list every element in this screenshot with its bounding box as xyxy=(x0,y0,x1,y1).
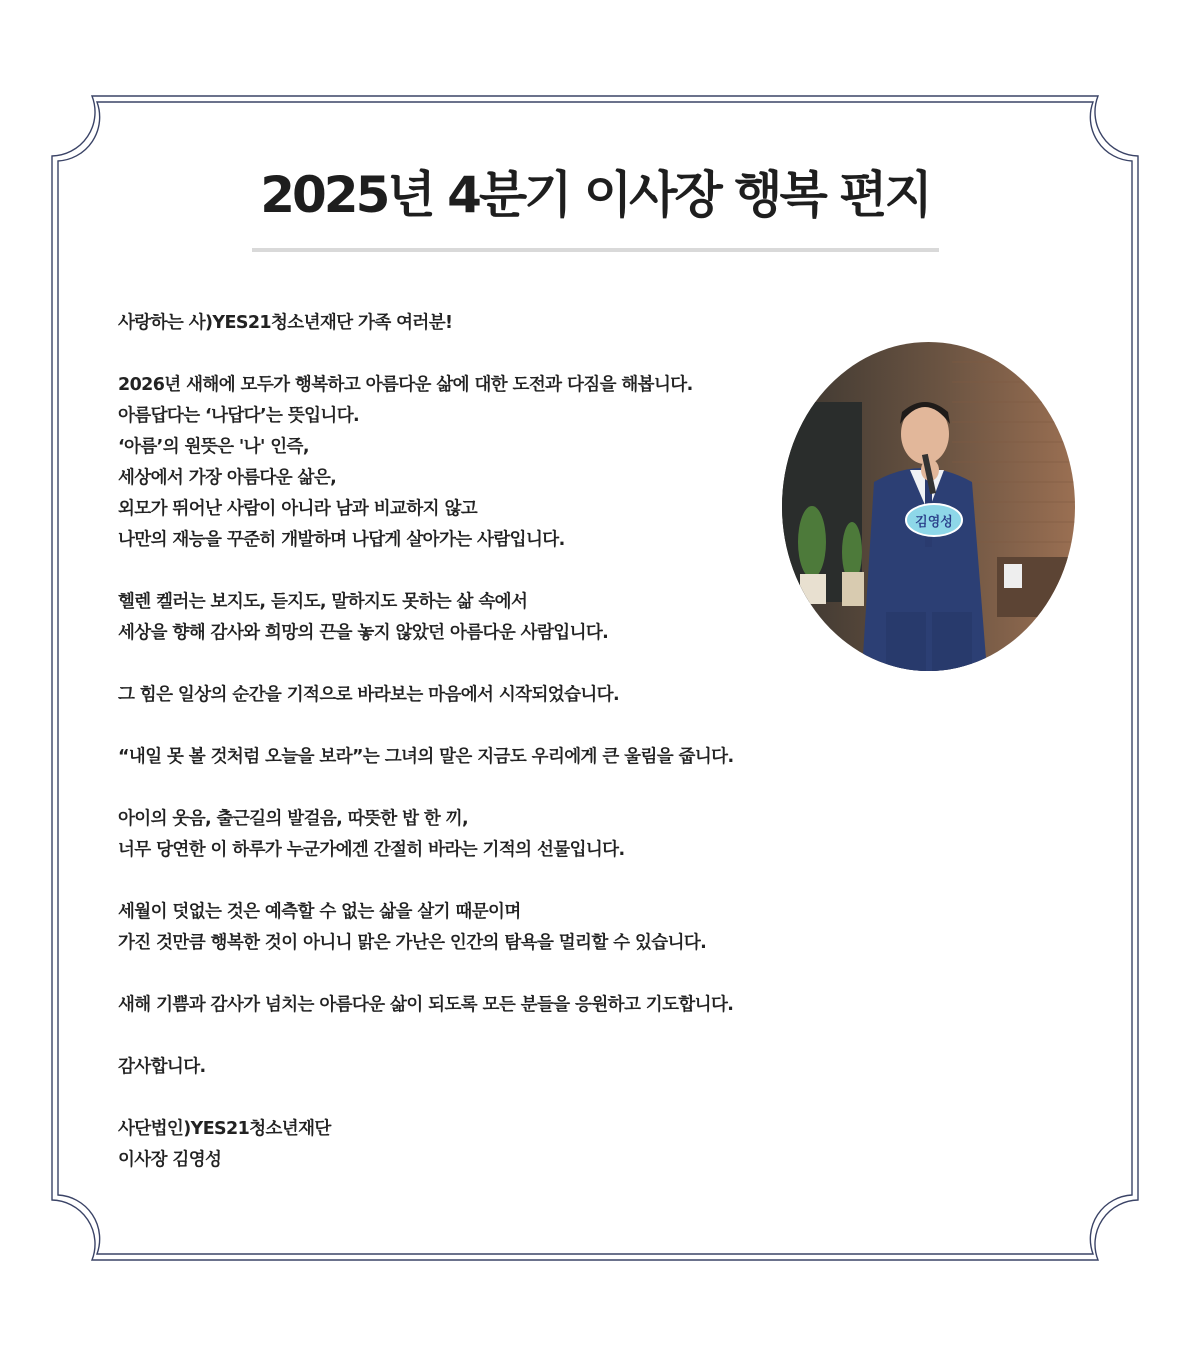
letter-line: 사단법인)YES21청소년재단 xyxy=(118,1119,331,1139)
letter-paragraph xyxy=(118,990,878,1021)
chairman-portrait-photo xyxy=(782,342,1075,671)
letter-paragraph xyxy=(118,587,878,649)
letter-line: 아이의 웃음, 출근길의 발걸음, 따뜻한 밥 한 끼, xyxy=(118,809,469,829)
letter-paragraph xyxy=(118,1052,878,1083)
letter-line: 세상에서 가장 아름다운 삶은, xyxy=(118,468,337,488)
letter-line: ‘아름’의 원뜻은 '나' 인즉, xyxy=(118,437,309,457)
letter-paragraph xyxy=(118,804,878,866)
letter-line: 사랑하는 사)YES21청소년재단 가족 여러분! xyxy=(118,313,453,333)
letter-line: 가진 것만큼 행복한 것이 아니니 맑은 가난은 인간의 탐욕을 멀리할 수 있습니다. xyxy=(118,933,707,953)
letter-line: 이사장 김영성 xyxy=(118,1150,222,1170)
letter-line: 2026년 새해에 모두가 행복하고 아름다운 삶에 대한 도전과 다짐을 해봅니다. xyxy=(118,375,693,395)
letter-line: 외모가 뛰어난 사람이 아니라 남과 비교하지 않고 xyxy=(118,499,478,519)
letter-body xyxy=(118,308,878,1207)
portrait-illustration xyxy=(782,342,1075,671)
letter-line: 감사합니다. xyxy=(118,1057,206,1077)
letter-line: 세월이 덧없는 것은 예측할 수 없는 삶을 살기 때문이며 xyxy=(118,902,521,922)
letter-line: “내일 못 볼 것처럼 오늘을 보라”는 그녀의 말은 지금도 우리에게 큰 울림을 줍니다. xyxy=(118,747,734,767)
letter-paragraph xyxy=(118,742,878,773)
letter-line: 그 힘은 일상의 순간을 기적으로 바라보는 마음에서 시작되었습니다. xyxy=(118,685,620,705)
title-divider xyxy=(252,248,939,252)
letter-paragraph xyxy=(118,1114,878,1176)
letter-line: 아름답다는 ‘나답다’는 뜻입니다. xyxy=(118,406,360,426)
page-title: 2025년 4분기 이사장 행복 편지 xyxy=(260,166,930,224)
badge-text: 김영성 xyxy=(915,515,953,530)
letter-paragraph xyxy=(118,897,878,959)
letter-paragraph xyxy=(118,680,878,711)
letter-line: 새해 기쁨과 감사가 넘치는 아름다운 삶이 되도록 모든 분들을 응원하고 기도합니다. xyxy=(118,995,734,1015)
letter-line: 헬렌 켈러는 보지도, 듣지도, 말하지도 못하는 삶 속에서 xyxy=(118,592,528,612)
letter-line: 세상을 향해 감사와 희망의 끈을 놓지 않았던 아름다운 사람입니다. xyxy=(118,623,609,643)
letter-paragraph xyxy=(118,370,878,556)
letter-paragraph xyxy=(118,308,878,339)
letter-line: 나만의 재능을 꾸준히 개발하며 나답게 살아가는 사람입니다. xyxy=(118,530,565,550)
letter-line: 너무 당연한 이 하루가 누군가에겐 간절히 바라는 기적의 선물입니다. xyxy=(118,840,625,860)
